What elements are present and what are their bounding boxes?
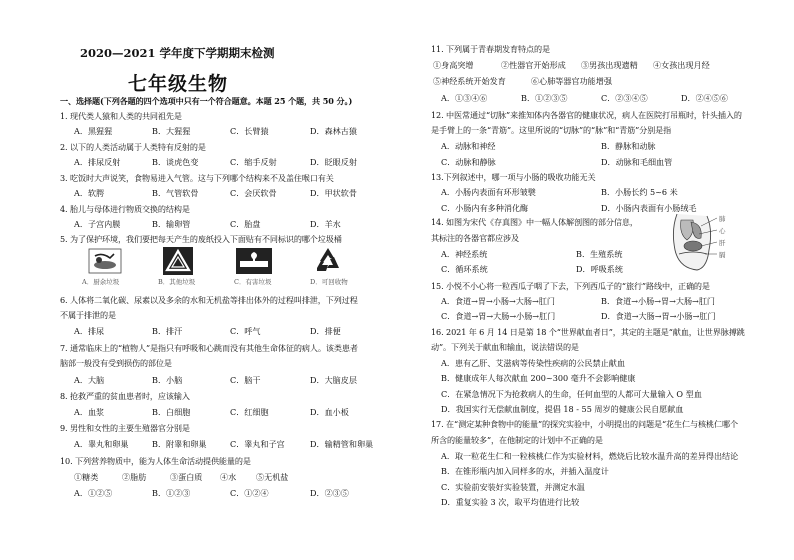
option-d: D．我国实行无偿献血制度，提倡 18 - 55 周岁的健康公民自愿献血 bbox=[441, 404, 684, 414]
option-c: C．在紧急情况下为抢救病人的生命，任何血型的人都可大量输入 O 型血 bbox=[441, 389, 702, 399]
question-stem: 8. 抢救严重的贫血患者时，应该输入 bbox=[60, 391, 190, 401]
option-d: D．小肠内表面有小肠绒毛 bbox=[601, 203, 697, 213]
question-stem: 14. 如图为宋代《存真图》中一幅人体解剖图的部分信息， bbox=[431, 217, 638, 227]
option-a: A．小肠内表面有环形皱襞 bbox=[441, 187, 536, 197]
option-c: C．实验前安装好实验装置，并测定水温 bbox=[441, 482, 585, 492]
option-c: C．睾丸和子宫 bbox=[230, 439, 285, 449]
option-b: B．小肠长约 5~6 米 bbox=[601, 187, 678, 197]
option-a: A．①③④⑥ bbox=[441, 93, 488, 103]
option-d: D．羊水 bbox=[310, 219, 341, 229]
option-d: D．食道→大肠→胃→小肠→肛门 bbox=[601, 311, 716, 321]
subject-title: 七年级生物 bbox=[128, 73, 229, 95]
question-stem-cont: 脑部一般没有受到损伤的部位是 bbox=[60, 358, 172, 368]
item: ①糖类 bbox=[74, 472, 99, 482]
option-d: D．输精管和卵巢 bbox=[310, 439, 374, 449]
option-d: D．②④⑤⑥ bbox=[681, 93, 728, 103]
option-a: A．食道→胃→小肠→大肠→肛门 bbox=[441, 296, 555, 306]
question-stem: 1. 现代类人猿和人类的共同祖先是 bbox=[60, 111, 182, 121]
option-a: A．血浆 bbox=[74, 407, 105, 417]
question-stem: 3. 吃饭时大声说笑，食物易进入气管。这与下列哪个结构来不及盖住喉口有关 bbox=[60, 173, 334, 183]
section-heading: 一、选择题(下列各题的四个选项中只有一个符合题意。本题 25 个题，共 50 分。) bbox=[60, 96, 353, 106]
option-d: D．大脑皮层 bbox=[310, 375, 357, 385]
label-liver: 肝 bbox=[719, 239, 726, 247]
option-c: C．脑干 bbox=[230, 375, 261, 385]
option-c: C．会厌软骨 bbox=[230, 188, 277, 198]
option-a: A．软腭 bbox=[74, 188, 105, 198]
question-stem: 16. 2021 年 6 月 14 日是第 18 个“世界献血者日”，其定的主题是“献血，让世界脉搏跳 bbox=[431, 327, 745, 337]
bin-caption-c: C．有害垃圾 bbox=[234, 278, 272, 286]
option-d: D．眨眼反射 bbox=[310, 157, 357, 167]
option-c: C．小肠内有多种消化酶 bbox=[441, 203, 529, 213]
item: ⑤无机盐 bbox=[256, 472, 289, 482]
question-stem-cont: 其标注的各器官都应涉及 bbox=[431, 233, 519, 243]
option-c: C．胎盘 bbox=[230, 219, 261, 229]
option-d: D．重复实验 3 次，取平均值进行比较 bbox=[441, 497, 580, 507]
question-stem: 7. 通常临床上的“植物人”是指只有呼吸和心跳而没有其他生命体征的病人。该类患者 bbox=[60, 343, 358, 353]
bin-caption-d: D．可回收物 bbox=[310, 278, 348, 286]
bin-caption-b: B．其他垃圾 bbox=[158, 278, 196, 286]
question-stem-cont: 不属于排泄的是 bbox=[60, 310, 116, 320]
option-a: A．患有乙肝、艾滋病等传染性疾病的公民禁止献血 bbox=[441, 358, 625, 368]
option-c: C．食道→胃→大肠→小肠→肛门 bbox=[441, 311, 556, 321]
option-a: A．①②⑤ bbox=[74, 488, 113, 498]
question-stem: 5. 为了保护环境，我们要把每天产生的废纸投入下面贴有不同标识的哪个垃圾桶 bbox=[60, 234, 342, 244]
option-c: C．缩手反射 bbox=[230, 157, 277, 167]
option-b: B．食道→小肠→胃→大肠→肛门 bbox=[601, 296, 716, 306]
label-diaphragm: 膈 bbox=[719, 251, 726, 259]
question-stem: 6. 人体将二氧化碳、尿素以及多余的水和无机盐等排出体外的过程叫排泄，下列过程 bbox=[60, 295, 358, 305]
option-d: D．森林古猿 bbox=[310, 126, 357, 136]
option-d: D．呼吸系统 bbox=[576, 264, 623, 274]
question-stem: 2. 以下的人类活动属于人类特有反射的是 bbox=[60, 142, 206, 152]
question-stem: 9. 男性和女性的主要生殖器官分别是 bbox=[60, 423, 190, 433]
option-c: C．红细胞 bbox=[230, 407, 269, 417]
option-a: A．动脉和神经 bbox=[441, 141, 496, 151]
question-stem-cont: 动”。下列关于献血和输血，说法错误的是 bbox=[431, 342, 579, 352]
option-a: A．大脑 bbox=[74, 375, 105, 385]
option-d: D．排便 bbox=[310, 326, 341, 336]
option-d: D．动脉和毛细血管 bbox=[601, 157, 673, 167]
option-c: C．长臂猿 bbox=[230, 126, 269, 136]
item: ⑥心肺等器官功能增强 bbox=[531, 76, 612, 86]
option-a: A．取一粒花生仁和一粒核桃仁作为实验材料，燃烧后比较水温升高的差异得出结论 bbox=[441, 451, 739, 461]
item: ②脂肪 bbox=[122, 472, 147, 482]
question-stem-cont: 是手臂上的一条“青筋”。这里所说的“切脉”的“脉”和“青筋”分别是指 bbox=[431, 125, 672, 135]
question-stem: 13.下列叙述中，哪一项与小肠的吸收功能无关 bbox=[431, 172, 596, 182]
option-a: A．黑猩猩 bbox=[74, 126, 113, 136]
option-b: B．白细胞 bbox=[152, 407, 191, 417]
option-a: A．子宫内膜 bbox=[74, 219, 121, 229]
option-b: B．排汗 bbox=[152, 326, 183, 336]
question-stem: 4. 胎儿与母体进行物质交换的结构是 bbox=[60, 204, 190, 214]
option-c: C．动脉和静脉 bbox=[441, 157, 496, 167]
item: ②性器官开始形成 bbox=[501, 60, 566, 70]
label-heart: 心 bbox=[719, 227, 726, 235]
question-stem-cont: 所含的能量较多”，在他制定的计划中不正确的是 bbox=[431, 435, 603, 445]
label-lung: 肺 bbox=[719, 215, 726, 223]
option-a: A．睾丸和卵巢 bbox=[74, 439, 129, 449]
item: ①身高突增 bbox=[433, 60, 474, 70]
bin-caption-a: A．厨余垃圾 bbox=[82, 278, 120, 286]
other-waste-icon bbox=[163, 247, 193, 275]
item: ③男孩出现遗精 bbox=[581, 60, 638, 70]
option-b: B．①②③ bbox=[152, 488, 191, 498]
option-b: B．输卵管 bbox=[152, 219, 191, 229]
option-a: A．排尿反射 bbox=[74, 157, 121, 167]
option-d: D．甲状软骨 bbox=[310, 188, 357, 198]
option-d: D．②③⑤ bbox=[310, 488, 349, 498]
option-b: B．小脑 bbox=[152, 375, 183, 385]
option-b: B．气管软骨 bbox=[152, 188, 199, 198]
item: ④水 bbox=[220, 472, 237, 482]
option-c: C．呼气 bbox=[230, 326, 261, 336]
kitchen-waste-icon bbox=[88, 248, 122, 274]
option-c: C．①②④ bbox=[230, 488, 269, 498]
question-stem: 11. 下列属于青春期发育特点的是 bbox=[431, 44, 550, 54]
option-b: B．附睾和卵巢 bbox=[152, 439, 207, 449]
option-c: C．②③④⑤ bbox=[601, 93, 648, 103]
question-stem: 12. 中医常通过“切脉”来推知体内各器官的健康状况，病人在医院打吊瓶时，针头插入的 bbox=[431, 110, 742, 120]
option-b: B．静脉和动脉 bbox=[601, 141, 656, 151]
option-c: C．循环系统 bbox=[441, 264, 488, 274]
option-d: D．血小板 bbox=[310, 407, 349, 417]
option-b: B．大猩猩 bbox=[152, 126, 191, 136]
item: ⑤神经系统开始发育 bbox=[433, 76, 506, 86]
recyclable-waste-icon bbox=[313, 246, 343, 274]
hazardous-waste-icon bbox=[236, 248, 272, 274]
item: ③蛋白质 bbox=[170, 472, 203, 482]
question-stem: 10. 下列营养物质中，能为人体生命活动提供能量的是 bbox=[60, 456, 251, 466]
item: ④女孩出现月经 bbox=[653, 60, 710, 70]
option-a: A．神经系统 bbox=[441, 249, 488, 259]
option-b: B．谈虎色变 bbox=[152, 157, 199, 167]
option-a: A．排尿 bbox=[74, 326, 105, 336]
exam-title: 2020—2021 学年度下学期期末检测 bbox=[80, 46, 275, 60]
question-stem: 17. 在“测定某种食物中的能量”的探究实验中，小明提出的问题是“花生仁与核桃仁哪个 bbox=[431, 419, 738, 429]
question-stem: 15. 小悦不小心将一粒西瓜子咽了下去，下列西瓜子的“旅行”路线中，正确的是 bbox=[431, 281, 710, 291]
option-b: B．生殖系统 bbox=[576, 249, 623, 259]
option-b: B．①②③⑤ bbox=[521, 93, 568, 103]
option-b: B．在锥形瓶内加入同样多的水，并插入温度计 bbox=[441, 466, 609, 476]
option-b: B．健康成年人每次献血 200~300 毫升不会影响健康 bbox=[441, 373, 636, 383]
